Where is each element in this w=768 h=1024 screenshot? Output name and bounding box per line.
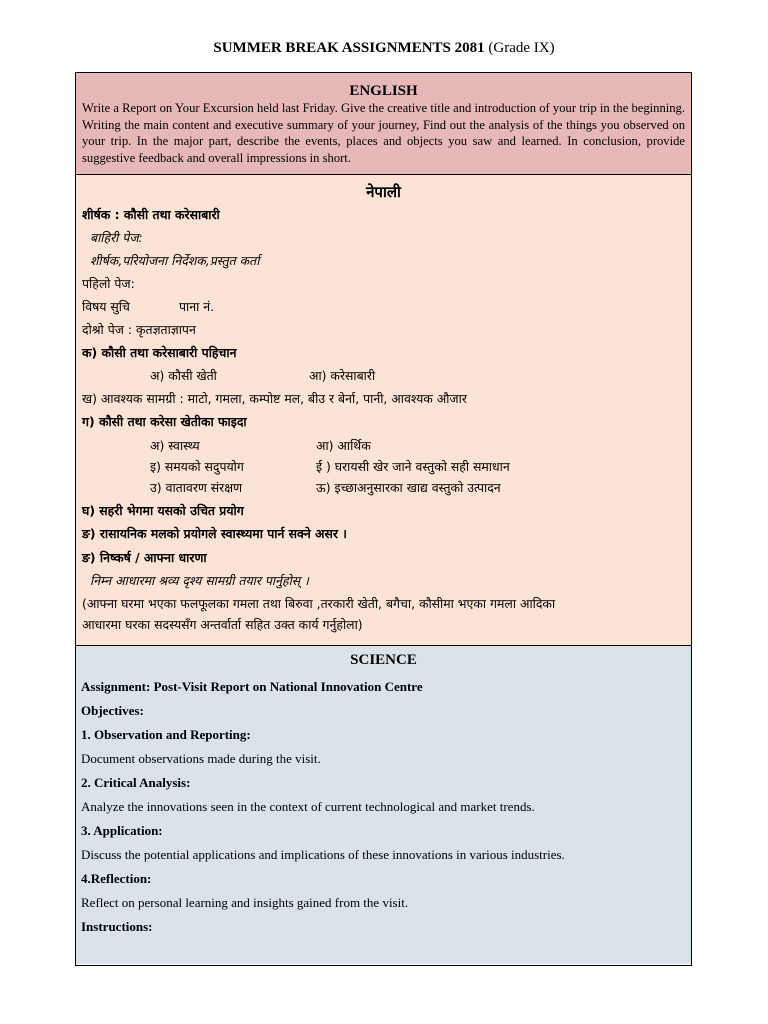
assignment-table bbox=[75, 72, 692, 966]
nepali-second-page: दोश्रो पेज : कृतज्ञताज्ञापन bbox=[82, 322, 196, 337]
science-objective-1-title: 1. Observation and Reporting: bbox=[81, 727, 251, 742]
nepali-note-line-1: (आफ्ना घरमा भएका फलफूलका गमला तथा बिरुवा ,तरकारी खेती, बगैचा, कौसीमा भएका गमला आदिका bbox=[82, 596, 556, 611]
page-title bbox=[0, 40, 768, 57]
nepali-note-line-2: आधारमा घरका सदस्यसँग अन्तर्वार्ता सहित उक्त कार्य गर्नुहोला) bbox=[82, 617, 363, 632]
nepali-heading: नेपाली bbox=[366, 183, 401, 201]
science-assignment: Assignment: Post-Visit Report on National Innovation Centre bbox=[81, 679, 423, 694]
nepali-section bbox=[76, 175, 691, 646]
english-heading: ENGLISH bbox=[349, 83, 418, 99]
nepali-item-ka-a: अ) कौसी खेती bbox=[150, 368, 217, 383]
science-objective-2-text: Analyze the innovations seen in the context of current technological and market trends. bbox=[81, 799, 535, 814]
science-objective-3-text: Discuss the potential applications and implications of these innovations in various industries. bbox=[81, 847, 565, 862]
science-objective-4-text: Reflect on personal learning and insights gained from the visit. bbox=[81, 895, 409, 910]
english-section bbox=[76, 73, 691, 175]
page-title-grade: (Grade IX) bbox=[488, 40, 555, 56]
nepali-toc-label: विषय सुचि bbox=[82, 299, 130, 314]
science-objective-3-title: 3. Application: bbox=[81, 823, 163, 838]
science-objective-2-title: 2. Critical Analysis: bbox=[81, 775, 191, 790]
nepali-item-gha: घ) सहरी भेगमा यसको उचित प्रयोग bbox=[82, 503, 244, 518]
nepali-outer-page: बाहिरी पेज: bbox=[90, 230, 143, 245]
science-instructions: Instructions: bbox=[81, 919, 153, 934]
english-text: Write a Report on Your Excursion held last Friday. Give the creative title and introduction of your trip in the beginning. Writing the main content and executive summary of your journey, Find out the analysis of the things you observed on your trip. In the major part, describe the events, places and objects you saw and learned. In conclusion, provide suggestive feedback and overall impressions in short. bbox=[82, 101, 685, 165]
nepali-first-page: पहिलो पेज: bbox=[82, 276, 135, 291]
nepali-item-nga-2: ङ) निष्कर्ष / आफ्ना धारणा bbox=[82, 550, 207, 565]
nepali-item-ga: ग) कौसी तथा करेसा खेतीका फाइदा bbox=[82, 414, 247, 429]
nepali-item-ga-uu: ऊ) इच्छाअनुसारका खाद्य वस्तुको उत्पादन bbox=[316, 480, 501, 495]
nepali-outer-page-detail: शीर्षक,परियोजना निर्देशक,प्रस्तुत कर्ता bbox=[90, 253, 260, 268]
nepali-item-ka: क) कौसी तथा करेसाबारी पहिचान bbox=[82, 345, 237, 360]
science-heading: SCIENCE bbox=[350, 652, 417, 668]
nepali-item-nga-1: ङ) रासायनिक मलको प्रयोगले स्वास्थ्यमा पार्न सक्ने असर । bbox=[82, 526, 347, 541]
nepali-item-ka-aa: आ) करेसाबारी bbox=[309, 368, 376, 383]
science-objective-1-text: Document observations made during the visit. bbox=[81, 751, 321, 766]
page-title-main: SUMMER BREAK ASSIGNMENTS 2081 bbox=[213, 40, 485, 56]
nepali-instruction: निम्न आधारमा श्रव्य दृश्य सामग्री तयार पार्नुहोस् । bbox=[90, 573, 309, 588]
nepali-title-line: शीर्षक : कौसी तथा करेसाबारी bbox=[82, 207, 220, 222]
nepali-item-ga-a: अ) स्वास्थ्य bbox=[150, 438, 200, 453]
science-objectives: Objectives: bbox=[81, 703, 144, 718]
nepali-item-ga-i: इ) समयको सदुपयोग bbox=[150, 459, 244, 474]
science-objective-4-title: 4.Reflection: bbox=[81, 871, 152, 886]
science-section bbox=[76, 646, 691, 964]
nepali-item-ga-ii: ई ) घरायसी खेर जाने वस्तुको सही समाधान bbox=[316, 459, 510, 474]
nepali-item-kha: ख) आवश्यक सामग्री : माटो, गमला, कम्पोष्ट मल, बीउ र बेर्ना, पानी, आवश्यक औजार bbox=[82, 391, 467, 406]
nepali-item-ga-u: उ) वातावरण संरक्षण bbox=[150, 480, 243, 495]
nepali-page-no: पाना नं. bbox=[179, 299, 215, 314]
nepali-item-ga-aa: आ) आर्थिक bbox=[316, 438, 371, 453]
